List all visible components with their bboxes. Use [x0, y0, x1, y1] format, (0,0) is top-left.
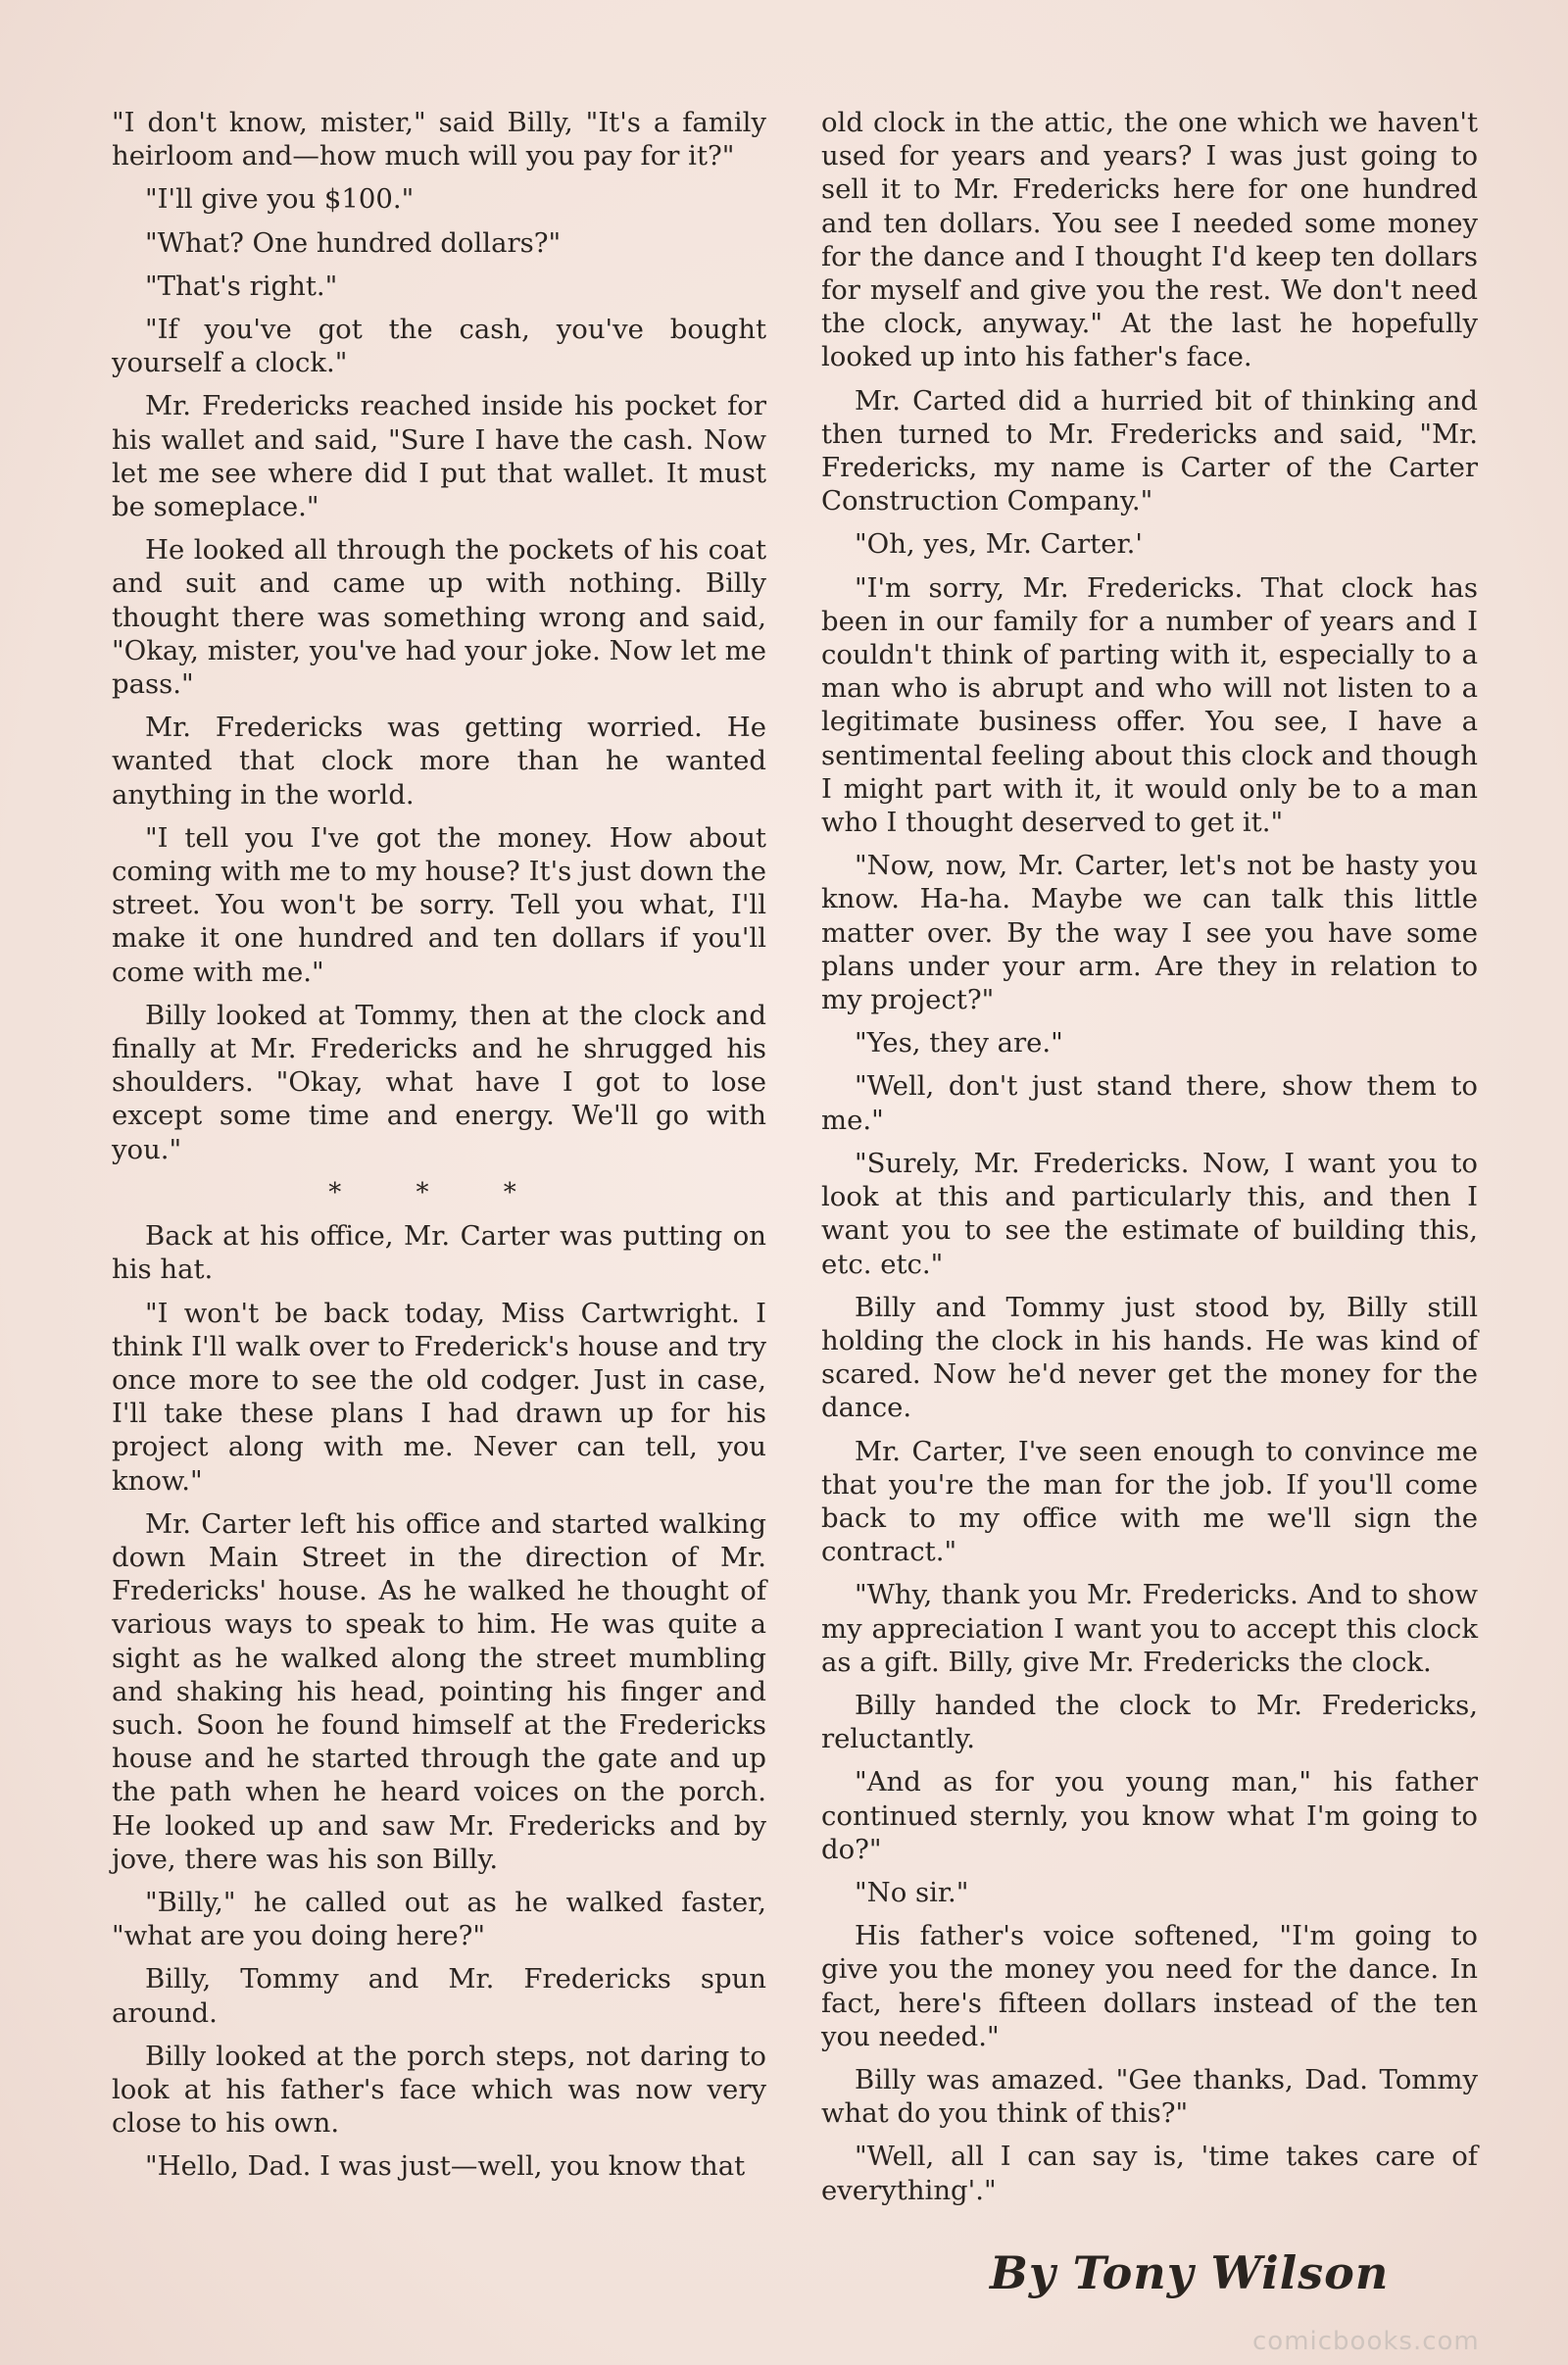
author-byline: By Tony Wilson — [990, 2246, 1390, 2299]
paragraph: Mr. Fredericks was getting worried. He wanted that clock more than he wanted anything in the world. — [112, 712, 766, 811]
paragraph: "Why, thank you Mr. Fredericks. And to show my appreciation I want you to accept this clock as a gift. Billy, give Mr. Fredericks the clock. — [821, 1579, 1478, 1678]
paragraph: Mr. Fredericks reached inside his pocket for his wallet and said, "Sure I have the cash. Now let me see where did I put that wallet. It must be someplace." — [112, 390, 766, 523]
paragraph: He looked all through the pockets of his coat and suit and came up with nothing. Billy thought there was something wrong and said, "Okay, mister, you've had your joke. Now let me pass." — [112, 534, 766, 701]
paragraph: "Billy," he called out as he walked faster, "what are you doing here?" — [112, 1886, 766, 1952]
paragraph: "No sir." — [855, 1876, 969, 1908]
paragraph: "If you've got the cash, you've bought yourself a clock." — [112, 314, 766, 379]
paragraph: Billy looked at Tommy, then at the clock and finally at Mr. Fredericks and he shrugged his shoulders. "Okay, what have I got to lose except some time and energy. We'll go with you." — [112, 999, 766, 1165]
paragraph: Mr. Carter left his office and started walking down Main Street in the direction of Mr. Fredericks' house. As he walked he thought of various ways to speak to him. He was quite a sight as he walked along the street mumbling and shaking his head, pointing his finger and such. Soon he found himself at the Fredericks house and he started through the gate and up the path when he heard voices on the porch. He looked up and saw Mr. Fredericks and by jove, there was his son Billy. — [112, 1507, 766, 1875]
paragraph: "I don't know, mister," said Billy, "It's a family heirloom and—how much will you pay for it?" — [112, 107, 766, 172]
paragraph: Billy, Tommy and Mr. Fredericks spun around. — [112, 1963, 766, 2029]
paragraph: "That's right." — [145, 270, 338, 302]
paragraph: "Well, all I can say is, 'time takes care of everything'." — [821, 2141, 1478, 2206]
paragraph: "Hello, Dad. I was just—well, you know that — [145, 2150, 746, 2183]
paragraph: "Well, don't just stand there, show them to me." — [821, 1070, 1478, 1136]
paragraph: "Oh, yes, Mr. Carter.' — [855, 528, 1143, 561]
right-column — [821, 106, 1478, 2217]
paragraph: "I won't be back today, Miss Cartwright. I think I'll walk over to Frederick's house and try once more to see the old codger. Just in case, I'll take these plans I had drawn up for his project along with me. Never can tell, you know." — [112, 1297, 766, 1497]
paragraph: "Now, now, Mr. Carter, let's not be hasty you know. Ha-ha. Maybe we can talk this little matter over. By the way I see you have some plans under your arm. Are they in relation to my project?" — [821, 850, 1478, 1016]
paragraph: Back at his office, Mr. Carter was putting on his hat. — [112, 1220, 766, 1286]
paragraph: "I'll give you $100." — [145, 183, 415, 216]
paragraph: Mr. Carted did a hurried bit of thinking and then turned to Mr. Fredericks and said, "Mr. Fredericks, my name is Carter of the Carter Construction Company." — [821, 384, 1478, 517]
paragraph: Billy and Tommy just stood by, Billy still holding the clock in his hands. He was kind of scared. Now he'd never get the money for the dance. — [821, 1291, 1478, 1424]
paragraph: "What? One hundred dollars?" — [145, 226, 562, 259]
paragraph: Billy was amazed. "Gee thanks, Dad. Tommy what do you think of this?" — [821, 2063, 1478, 2130]
paragraph: Billy looked at the porch steps, not daring to look at his father's face which was now very close to his own. — [112, 2040, 766, 2140]
paragraph: His father's voice softened, "I'm going to give you the money you need for the dance. In fact, here's fifteen dollars instead of the ten you needed." — [821, 1920, 1478, 2052]
paragraph: "Yes, they are." — [855, 1027, 1063, 1059]
paragraph: old clock in the attic, the one which we haven't used for years and years? I was just going to sell it to Mr. Fredericks here for one hundred and ten dollars. You see I needed some money for the dance and I thought I'd keep ten dollars for myself and give you the rest. We don't need the clock, anyway." At the last he hopefully looked up into his father's face. — [821, 107, 1478, 373]
left-column — [112, 106, 766, 2193]
paragraph: "And as for you young man," his father continued sternly, you know what I'm going to do?" — [821, 1766, 1478, 1865]
paragraph: "Surely, Mr. Fredericks. Now, I want you to look at this and particularly this, and then I want you to see the estimate of building this, etc. etc." — [821, 1147, 1478, 1280]
section-separator: * * * — [328, 1177, 550, 1207]
paragraph: "I tell you I've got the money. How about coming with me to my house? It's just down the street. You won't be sorry. Tell you what, I'll make it one hundred and ten dollars if you'll come with me." — [112, 821, 766, 988]
paragraph: "I'm sorry, Mr. Fredericks. That clock has been in our family for a number of years and I couldn't think of parting with it, especially to a man who is abrupt and who will not listen to a legitimate business offer. You see, I have a sentimental feeling about this clock and though I might part with it, it would only be to a man who I thought deserved to get it." — [821, 571, 1478, 839]
watermark: comicbooks.com — [1252, 2327, 1480, 2356]
paragraph: Billy handed the clock to Mr. Fredericks, reluctantly. — [821, 1689, 1478, 1755]
paragraph: Mr. Carter, I've seen enough to convince me that you're the man for the job. If you'll come back to my office with me we'll sign the contract." — [821, 1435, 1478, 1568]
